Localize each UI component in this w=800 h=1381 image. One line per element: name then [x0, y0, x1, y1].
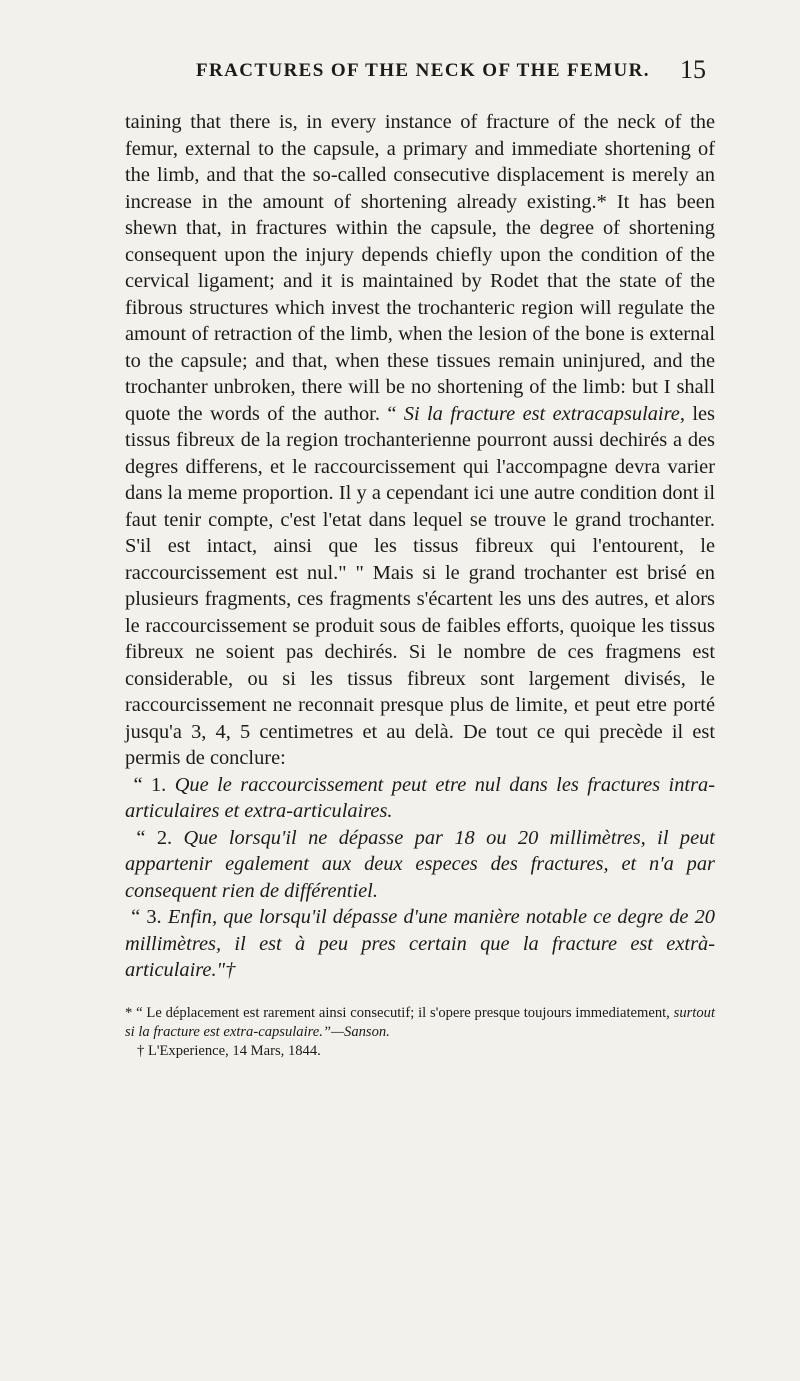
- conclusion-number: “ 2.: [136, 826, 173, 849]
- conclusion-number: “ 1.: [133, 773, 167, 796]
- running-head: FRACTURES OF THE NECK OF THE FEMUR.: [196, 60, 650, 81]
- footnote-1: [125, 1004, 715, 1042]
- quote-text: les tissus fibreux de la region trochanterienne pourront aussi dechirés a des degres differens, et le raccourcissement qui l'accompagne devra varier dans la meme proportion. Il y a cependant ici une autre condition dont il faut tenir compte, c'est l'etat dans lequel se trouve le grand trochanter. S'il est intact, ainsi que les tissus fibreux qui l'entourent, le raccourcissement est nul." " Mais si le grand trochanter est brisé en plusieurs fragments, ces fragments s'écartent les uns des autres, et alors le raccourcissement se produit sous de faibles efforts, quoique les tissus fibreux ne soient pas dechirés. Si le nombre de ces fragmens est considerable, ou si les tissus fibreux sont largement divisés, le raccourcissement ne reconnait presque plus de limite, et peut etre porté jusqu'a 3, 4, 5 centimetres et au delà. De tout ce qui precède il est permis de conclure:: [125, 402, 715, 769]
- footnote-italic: surtout si la fracture est extra-capsulaire.”—Sanson.: [125, 1005, 716, 1040]
- footnote-text: “ Le déplacement est rarement ainsi consecutif; il s'opere presque toujours immediatement,: [136, 1005, 670, 1021]
- conclusion-number: “ 3.: [131, 906, 162, 928]
- conclusion-item: [125, 825, 715, 905]
- conclusion-text: Que lorsqu'il ne dépasse par 18 ou 20 millimètres, il peut appartenir egalement aux deux especes des fractures, et n'a par consequent rien de différentiel.: [125, 826, 715, 902]
- italic-quote: Si la fracture est extracapsulaire,: [403, 402, 685, 425]
- footnotes: [125, 1004, 715, 1061]
- paragraph-text: taining that there is, in every instance of fracture of the neck of the femur, external to the capsule, a primary and immediate shortening of the limb, and that the so-called consecutive displacement is merely an increase in the amount of shortening already existing.* It has been shewn that, in fractures within the capsule, the degree of shortening consequent upon the injury depends chiefly upon the condition of the cervical ligament; and it is maintained by Rodet that the state of the fibrous structures which invest the trochanteric region will regulate the amount of retraction of the limb, when the lesion of the bone is external to the capsule; and that, when these tissues remain uninjured, and the trochanter unbroken, there will be no shortening of the limb: but I shall quote the words of the author.: [125, 111, 715, 425]
- footnote-mark: *: [125, 1005, 133, 1021]
- conclusion-item: [125, 904, 715, 984]
- paragraph: taining that there is, in every instance of fracture of the neck of the femur, external to the capsule, a primary and immediate shortening of the limb, and that the so-called consecutive displacement is merely an increase in the amount of shortening already existing.* It has been shewn that, in fractures within the capsule, the degree of shortening consequent upon the injury depends chiefly upon the condition of the cervical ligament; and it is maintained by Rodet that the state of the fibrous structures which invest the trochanteric region will regulate the amount of retraction of the limb, when the lesion of the bone is external to the capsule; and that, when these tissues remain uninjured, and the trochanter unbroken, there will be no shortening of the limb: but I shall quote the words of the author. “ Si la fracture est extracapsulaire, les tissus fibreux de la region trochanterienne pourront aussi dechirés a des degres differens, et le raccourcissement qui l'accompagne devra varier dans la meme proportion. Il y a cependant ici une autre condition dont il faut tenir compte, c'est l'etat dans lequel se trouve le grand trochanter. S'il est intact, ainsi que les tissus fibreux qui l'entourent, le raccourcissement est nul." " Mais si le grand trochanter est brisé en plusieurs fragments, ces fragments s'écartent les uns des autres, et alors le raccourcissement se produit sous de faibles efforts, quoique les tissus fibreux ne soient pas dechirés. Si le nombre de ces fragmens est considerable, ou si les tissus fibreux sont largement divisés, le raccourcissement ne reconnait presque plus de limite, et peut etre porté jusqu'a 3, 4, 5 centimetres et au delà. De tout ce qui precède il est permis de conclure:: [125, 111, 715, 769]
- conclusions-list: [125, 772, 715, 984]
- conclusion-text: Enfin, que lorsqu'il dépasse d'une manière notable ce degre de 20 millimètres, il est à peu pres certain que la fracture est extrà-articulaire."†: [125, 906, 715, 981]
- conclusion-item: [125, 772, 715, 825]
- conclusion-text: Que le raccourcissement peut etre nul dans les fractures intra-articulaires et extra-articulaires.: [125, 773, 716, 822]
- footnote-2: † L'Experience, 14 Mars, 1844.: [137, 1043, 321, 1059]
- main-text: [125, 109, 715, 984]
- page-number: 15: [680, 55, 706, 84]
